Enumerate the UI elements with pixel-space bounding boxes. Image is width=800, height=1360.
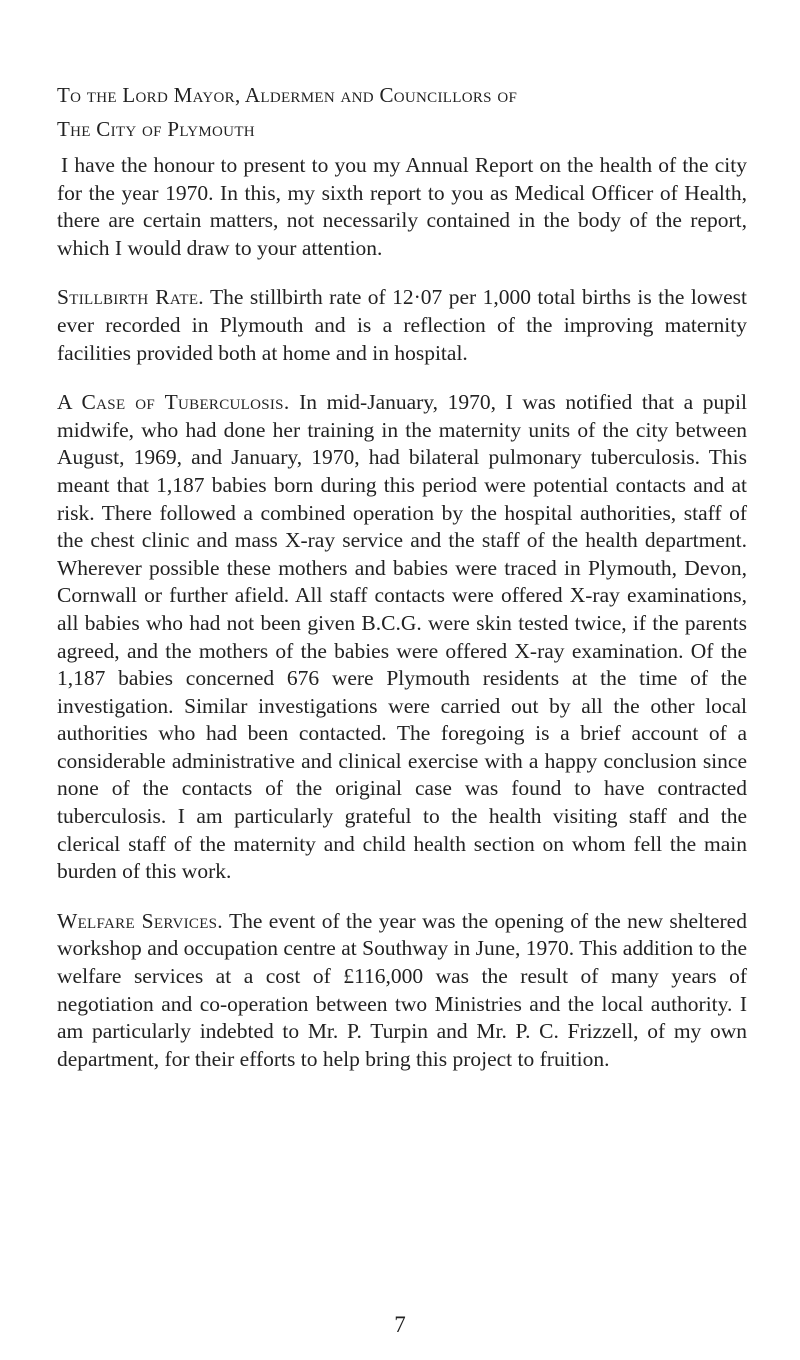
intro-paragraph: I have the honour to present to you my Annual Report on the health of the city for the year 1970. In this, my sixth report to you as Medical Officer of Health, there are certain matters, not necessarily contained in the body of the report, which I would draw to your attention. xyxy=(57,153,747,260)
section-body: The stillbirth rate of 12·07 per 1,000 total births is the lowest ever recorded in Plymouth and is a reflection of the improving maternity facilities provided both at home and in hospital. xyxy=(57,285,747,365)
salutation-line-1: To the Lord Mayor, Aldermen and Councillors of xyxy=(57,83,518,107)
salutation-line-2: The City of Plymouth xyxy=(57,117,255,141)
section-heading: Stillbirth Rate. xyxy=(57,285,204,310)
section-body: The event of the year was the opening of the new sheltered workshop and occupation centre at Southway in June, 1970. This addition to the welfare services at a cost of £116,000 was the result of many years of negotiation and co-operation between two Ministries and the local authority. I am particularly indebted to Mr. P. Turpin and Mr. P. C. Frizzell, of my own department, for their efforts to help bring this project to fruition. xyxy=(57,908,747,1071)
section-body: In mid-January, 1970, I was notified that a pupil midwife, who had done her training in the maternity units of the city between August, 1969, and January, 1970, had bilateral pulmonary tuberculosis. This meant that 1,187 babies born during this period were potential contacts and at risk. There followed a combined operation by the hospital authorities, staff of the chest clinic and mass X-ray service and the staff of the health department. Wherever possible these mothers and babies were traced in Plymouth, Devon, Cornwall or further afield. All staff contacts were offered X-ray examinations, all babies who had not been given B.C.G. were skin tested twice, if the parents agreed, and the mothers of the babies were offered X-ray examination. Of the 1,187 babies concerned 676 were Plymouth residents at the time of the investigation. Similar investigations were carried out by all the other local authorities who had been contacted. The foregoing is a brief account of a considerable administrative and clinical exercise with a happy conclusion since none of the contacts of the original case was found to have contracted tuberculosis. I am particularly grateful to the health visiting staff and the clerical staff of the maternity and child health section on whom fell the main burden of this work. xyxy=(57,390,747,884)
section-welfare-services xyxy=(57,908,747,1074)
section-stillbirth-rate xyxy=(57,284,747,367)
report-page xyxy=(57,78,747,1073)
section-case-of-tuberculosis xyxy=(57,389,747,886)
page-number: 7 xyxy=(394,1312,406,1337)
section-heading: A Case of Tuberculosis. xyxy=(57,390,290,415)
section-heading: Welfare Services. xyxy=(57,908,223,933)
